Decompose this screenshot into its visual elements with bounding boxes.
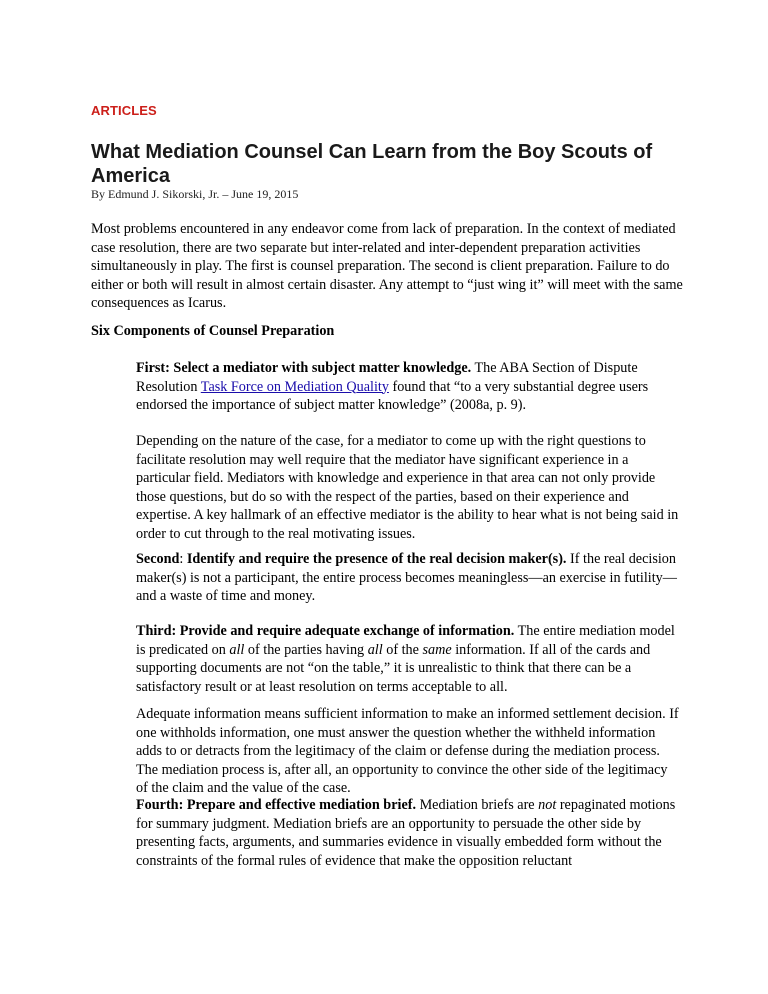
component-second-paragraph (136, 550, 681, 606)
component-fourth-em-1: not (538, 797, 557, 813)
task-force-link[interactable]: Task Force on Mediation Quality (200, 378, 389, 395)
section-label[interactable]: ARTICLES (91, 103, 157, 118)
component-third-em-1: all (229, 641, 245, 658)
component-third-text-1: The entire mediation model is predicated on (136, 623, 675, 658)
component-first-followup: Depending on the nature of the case, for a mediator to come up with the right questions to facilitate resolution may well require that the mediator have significant experience in a particular field. Mediators with knowledge and experience in that area can not only provide those questions, but do so with the respect of the parties, based on their experience and expertise. A key hallmark of an effective mediator is the ability to hear what is not being said in order to cut through to the real motivating issues. (136, 433, 679, 542)
component-first-text-b: found that “to a very substantial degree users endorsed the importance of subject matter knowledge” (2008a, p. 9). (136, 378, 649, 413)
component-second-text: If the real decision maker(s) is not a participant, the entire process becomes meaningless—an exercise in futility—and a waste of time and money. (136, 551, 677, 604)
component-third-text-4: information. If all of the cards and supporting documents are not “on the table,” it is unrealistic to think that there can be a satisfactory result or at least resolution on terms acceptable to all. (136, 641, 651, 695)
component-first-paragraph (136, 359, 681, 415)
component-first-heading: First: Select a mediator with subject matter knowledge. (136, 360, 472, 376)
component-fourth-paragraph (136, 796, 681, 870)
component-third-heading: Third: Provide and require adequate exchange of information. (136, 623, 515, 639)
intro-paragraph: Most problems encountered in any endeavor come from lack of preparation. In the context of mediated case resolution, there are two separate but inter-related and inter-dependent preparation activities simultaneously in play. The first is counsel preparation. The second is client preparation. Failure to do either or both will result in almost certain disaster. Any attempt to “just wing it” will meet with the same consequences as Icarus. (91, 221, 683, 311)
section-subheading: Six Components of Counsel Preparation (91, 323, 335, 339)
component-third-em-2: all (367, 641, 383, 658)
component-third-em-3: same (422, 641, 452, 658)
component-third-text-3: of the (382, 641, 423, 658)
component-third-text-2: of the parties having (244, 641, 368, 658)
component-first-text-a: The ABA Section of Dispute Resolution (136, 360, 638, 395)
component-fourth-text-2: repaginated motions for summary judgment. Mediation briefs are an opportunity to persuade the other side by presenting facts, arguments, and summaries evidence in visually embedded form without the constraints of the formal rules of evidence that make the opposition reluctant (136, 797, 676, 869)
component-second-heading: Identify and require the presence of the real decision maker(s). (186, 551, 567, 567)
component-second-colon: : (179, 551, 187, 567)
component-second-label: Second (136, 551, 180, 567)
component-fourth-text-1: Mediation briefs are (416, 797, 539, 813)
article-byline: By Edmund J. Sikorski, Jr. – June 19, 2015 (91, 187, 299, 201)
article-title: What Mediation Counsel Can Learn from the Boy Scouts of America (91, 141, 653, 187)
component-fourth-heading: Fourth: Prepare and effective mediation brief. (136, 797, 417, 813)
component-third-paragraph (136, 622, 681, 696)
component-third-followup: Adequate information means sufficient information to make an informed settlement decision. If one withholds information, one must answer the question whether the withheld information adds to or detracts from the legitimacy of the claim or defense during the mediation process. The mediation process is, after all, an opportunity to convince the other side of the legitimacy of the claim and the value of the case. (136, 706, 679, 796)
